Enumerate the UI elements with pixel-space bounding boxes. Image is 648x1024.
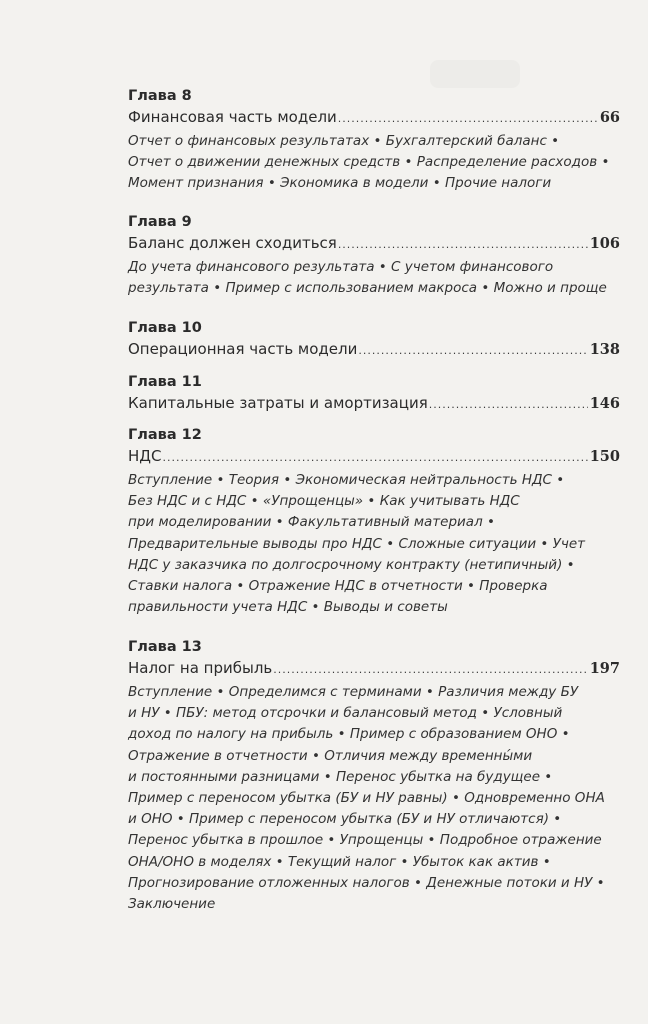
chapter-12 bbox=[128, 425, 620, 618]
page-number: 138 bbox=[589, 341, 620, 358]
topics-line: Вступление • Теория • Экономическая нейтральность НДС • bbox=[128, 472, 565, 488]
paper-smudge bbox=[430, 60, 520, 88]
dot-leader bbox=[429, 394, 588, 416]
chapter-label: Глава 12 bbox=[128, 427, 202, 443]
chapter-9 bbox=[128, 212, 620, 299]
topics-line: НДС у заказчика по долгосрочному контракту (нетипичный) • bbox=[128, 556, 575, 573]
topics-line: ОНА/ОНО в моделях • Текущий налог • Убыток как актив • bbox=[128, 853, 551, 870]
page-number: 66 bbox=[599, 109, 620, 126]
page-number: 197 bbox=[589, 660, 620, 677]
topics-line: и НУ • ПБУ: метод отсрочки и балансовый метод • Условный bbox=[128, 705, 563, 722]
topics-line: Прогнозирование отложенных налогов • Денежные потоки и НУ • bbox=[128, 874, 605, 891]
toc-entry[interactable] bbox=[128, 392, 620, 416]
dot-leader bbox=[162, 447, 587, 469]
topics-line: при моделировании • Факультативный материал • bbox=[128, 514, 495, 531]
page-number: 150 bbox=[589, 448, 620, 465]
topics-line: Момент признания • Экономика в модели • Прочие налоги bbox=[128, 175, 552, 192]
chapter-label: Глава 11 bbox=[128, 374, 202, 390]
topics-line: Предварительные выводы про НДС • Сложные ситуации • Учет bbox=[128, 535, 586, 552]
topics-line: Вступление • Определимся с терминами • Различия между БУ bbox=[128, 684, 579, 700]
chapter-title: НДС bbox=[128, 447, 162, 465]
dot-leader bbox=[273, 659, 587, 681]
chapter-label: Глава 13 bbox=[128, 639, 202, 655]
chapter-13 bbox=[128, 637, 620, 915]
topics-line: правильности учета НДС • Выводы и советы bbox=[128, 599, 448, 616]
topics-line: и постоянными разницами • Перенос убытка на будущее • bbox=[128, 768, 553, 785]
topics-line: доход по налогу на прибыль • Пример с образованием ОНО • bbox=[128, 726, 570, 743]
topics-line: Отчет о движении денежных средств • Распределение расходов • bbox=[128, 154, 610, 171]
chapter-8 bbox=[128, 86, 620, 195]
topics-line: и ОНО • Пример с переносом убытка (БУ и НУ отличаются) • bbox=[128, 811, 562, 828]
chapter-topics bbox=[128, 257, 607, 299]
page-number: 106 bbox=[589, 235, 620, 252]
topics-line: Перенос убытка в прошлое • Упрощенцы • Подробное отражение bbox=[128, 832, 602, 849]
chapter-10 bbox=[128, 318, 620, 362]
topics-line: результата • Пример с использованием макроса • Можно и проще bbox=[128, 280, 607, 297]
chapter-topics bbox=[128, 470, 598, 618]
chapter-label: Глава 10 bbox=[128, 320, 202, 336]
chapter-topics bbox=[128, 682, 605, 915]
chapter-title: Налог на прибыль bbox=[128, 659, 273, 677]
toc-entry[interactable] bbox=[128, 338, 620, 362]
toc-entry[interactable] bbox=[128, 106, 620, 130]
topics-line: Отчет о финансовых результатах • Бухгалтерский баланс • bbox=[128, 133, 560, 149]
dot-leader bbox=[338, 234, 588, 256]
topics-line: Ставки налога • Отражение НДС в отчетности • Проверка bbox=[128, 578, 548, 595]
toc-entry[interactable] bbox=[128, 232, 620, 256]
topics-line: Заключение bbox=[128, 896, 216, 913]
chapter-title: Операционная часть модели bbox=[128, 340, 358, 358]
dot-leader bbox=[338, 108, 598, 130]
chapter-title: Капитальные затраты и амортизация bbox=[128, 394, 428, 412]
chapter-topics bbox=[128, 131, 610, 195]
topics-line: До учета финансового результата • С учетом финансового bbox=[128, 259, 554, 275]
chapter-label: Глава 8 bbox=[128, 88, 192, 104]
toc-entry[interactable] bbox=[128, 657, 620, 681]
chapter-title: Финансовая часть модели bbox=[128, 108, 337, 126]
page-number: 146 bbox=[589, 395, 620, 412]
topics-line: Отражение в отчетности • Отличия между временны́ми bbox=[128, 747, 533, 764]
dot-leader bbox=[358, 340, 587, 362]
topics-line: Пример с переносом убытка (БУ и НУ равны) • Одновременно ОНА bbox=[128, 790, 605, 807]
toc-entry[interactable] bbox=[128, 445, 620, 469]
chapter-11 bbox=[128, 372, 620, 416]
topics-line: Без НДС и с НДС • «Упрощенцы» • Как учитывать НДС bbox=[128, 493, 520, 510]
chapter-title: Баланс должен сходиться bbox=[128, 234, 337, 252]
chapter-label: Глава 9 bbox=[128, 214, 192, 230]
